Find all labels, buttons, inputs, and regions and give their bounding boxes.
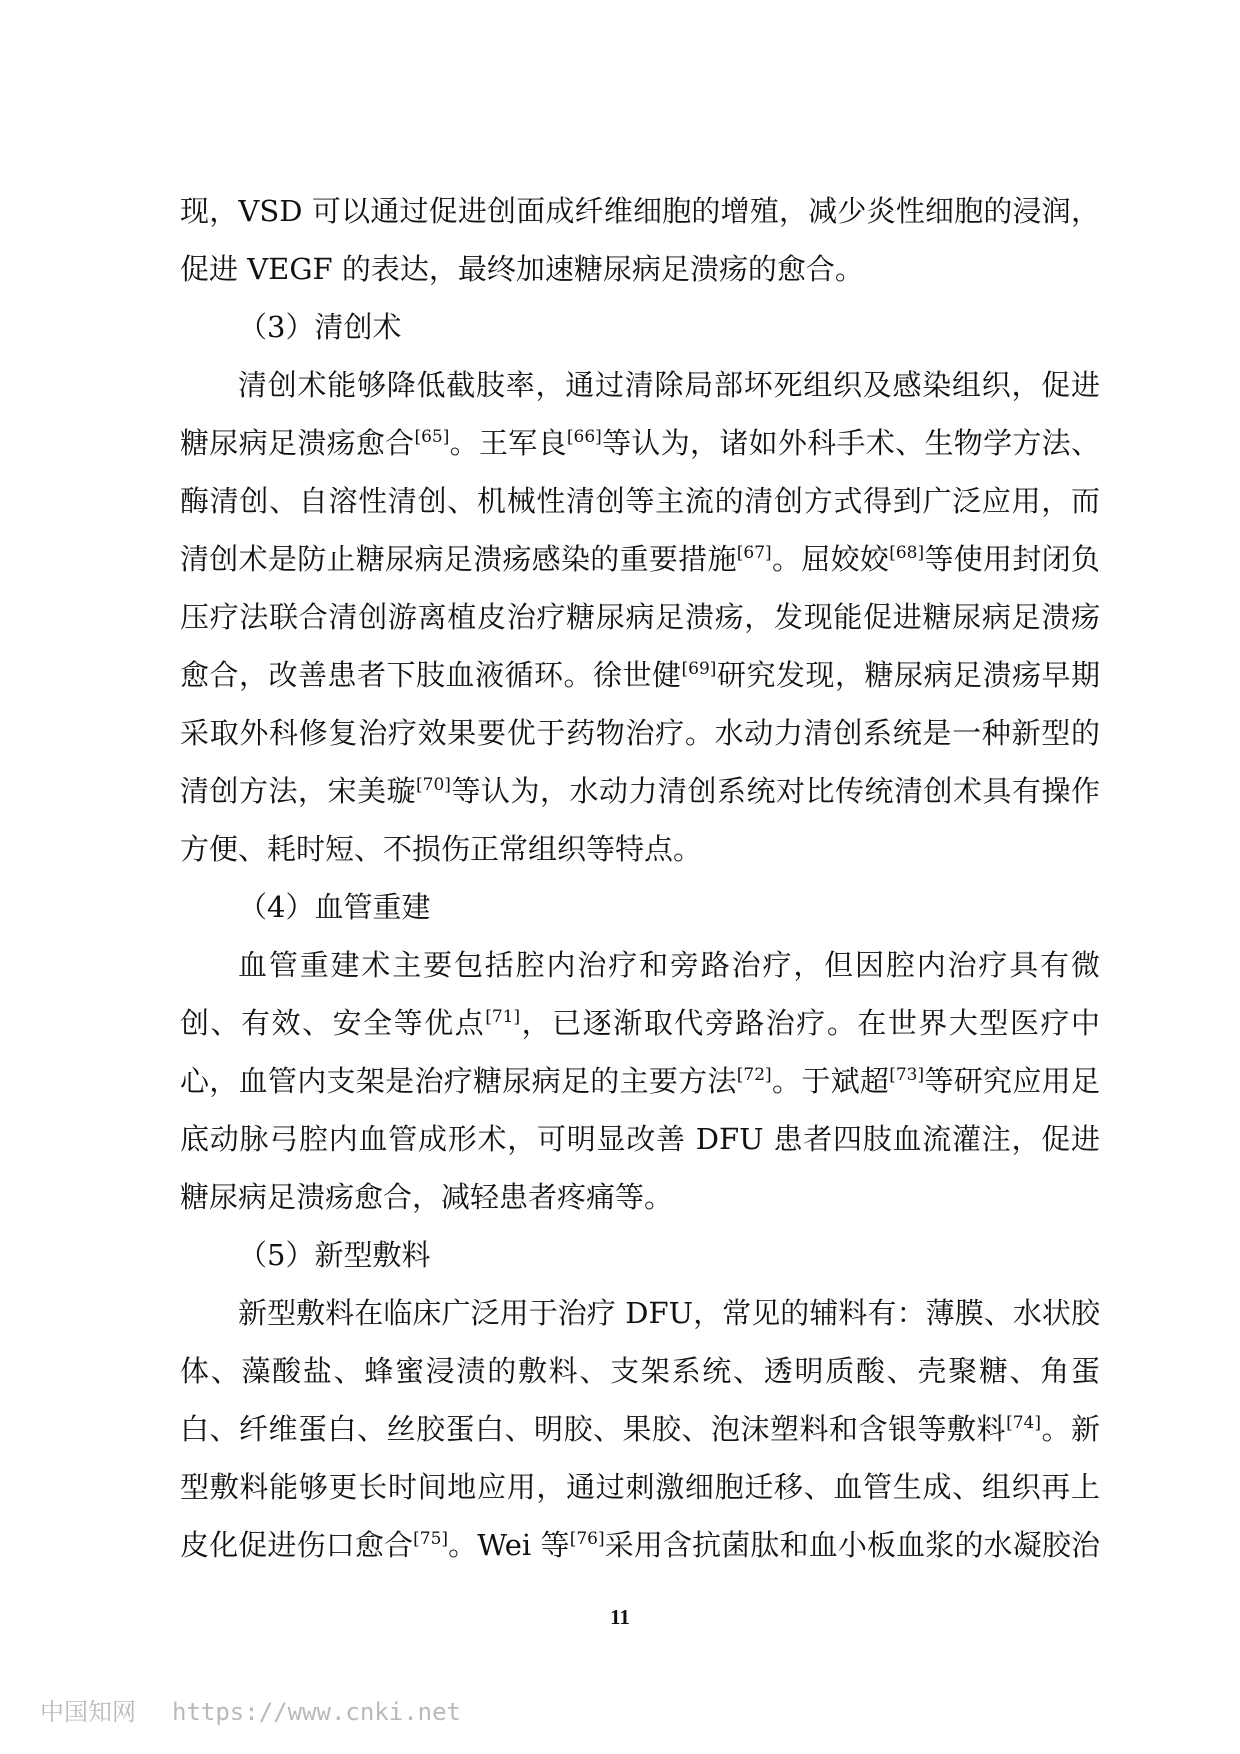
paragraph-line: 压疗法联合清创游离植皮治疗糖尿病足溃疡，发现能促进糖尿病足溃疡 — [180, 600, 1100, 634]
citation: [76] — [569, 1529, 605, 1549]
body-text — [180, 182, 1100, 1574]
citation: [67] — [736, 543, 772, 563]
paragraph-line: 方便、耗时短、不损伤正常组织等特点。 — [180, 832, 703, 866]
paragraph-line: 白、纤维蛋白、丝胶蛋白、明胶、果胶、泡沫塑料和含银等敷料[74]。新 — [180, 1412, 1100, 1446]
paragraph-line: 愈合，改善患者下肢血液循环。徐世健[69]研究发现，糖尿病足溃疡早期 — [180, 658, 1100, 692]
paragraph-line: 清创术能够降低截肢率，通过清除局部坏死组织及感染组织，促进 — [238, 368, 1100, 402]
paragraph-line: 清创方法，宋美璇[70]等认为，水动力清创系统对比传统清创术具有操作 — [180, 774, 1100, 808]
citation: [73] — [889, 1065, 925, 1085]
paragraph-line: 现，VSD 可以通过促进创面成纤维细胞的增殖，减少炎性细胞的浸润， — [180, 194, 1100, 228]
citation: [66] — [566, 427, 602, 447]
section-heading-revascularization: （4）血管重建 — [238, 890, 431, 924]
paragraph-line: 新型敷料在临床广泛用于治疗 DFU，常见的辅料有：薄膜、水状胶 — [238, 1296, 1100, 1330]
cnki-watermark — [40, 1692, 461, 1727]
citation: [65] — [414, 427, 450, 447]
section-heading-new-dressings: （5）新型敷料 — [238, 1238, 431, 1272]
paragraph-line: 底动脉弓腔内血管成形术，可明显改善 DFU 患者四肢血流灌注，促进 — [180, 1122, 1100, 1156]
paragraph-line: 采取外科修复治疗效果要优于药物治疗。水动力清创系统是一种新型的 — [180, 716, 1100, 750]
citation: [69] — [681, 659, 717, 679]
citation: [70] — [416, 775, 451, 795]
watermark-site-name: 中国知网 — [40, 1698, 136, 1726]
paragraph-line: 血管重建术主要包括腔内治疗和旁路治疗，但因腔内治疗具有微 — [238, 948, 1100, 982]
paragraph-line: 创、有效、安全等优点[71]，已逐渐取代旁路治疗。在世界大型医疗中 — [180, 1006, 1100, 1040]
paragraph-line: 糖尿病足溃疡愈合，减轻患者疼痛等。 — [180, 1180, 674, 1214]
paragraph-line: 促进 VEGF 的表达，最终加速糖尿病足溃疡的愈合。 — [180, 252, 864, 286]
citation: [68] — [889, 543, 925, 563]
citation: [72] — [736, 1065, 772, 1085]
page-number: 11 — [610, 1605, 630, 1629]
paragraph-line: 心，血管内支架是治疗糖尿病足的主要方法[72]。于斌超[73]等研究应用足 — [180, 1064, 1100, 1098]
citation: [74] — [1006, 1413, 1041, 1433]
paragraph-line: 糖尿病足溃疡愈合[65]。王军良[66]等认为，诸如外科手术、生物学方法、 — [180, 426, 1100, 460]
watermark-url: https://www.cnki.net — [172, 1698, 461, 1726]
paragraph-line: 体、藻酸盐、蜂蜜浸渍的敷料、支架系统、透明质酸、壳聚糖、角蛋 — [180, 1354, 1100, 1388]
citation: [71] — [485, 1007, 521, 1027]
paragraph-line: 酶清创、自溶性清创、机械性清创等主流的清创方式得到广泛应用，而 — [180, 484, 1100, 518]
citation: [75] — [413, 1529, 449, 1549]
paragraph-line: 清创术是防止糖尿病足溃疡感染的重要措施[67]。屈姣姣[68]等使用封闭负 — [180, 542, 1100, 576]
paragraph-line: 型敷料能够更长时间地应用，通过刺激细胞迁移、血管生成、组织再上 — [180, 1470, 1100, 1504]
paragraph-line: 皮化促进伤口愈合[75]。Wei 等[76]采用含抗菌肽和血小板血浆的水凝胶治 — [180, 1528, 1100, 1562]
section-heading-debridement: （3）清创术 — [238, 310, 402, 344]
